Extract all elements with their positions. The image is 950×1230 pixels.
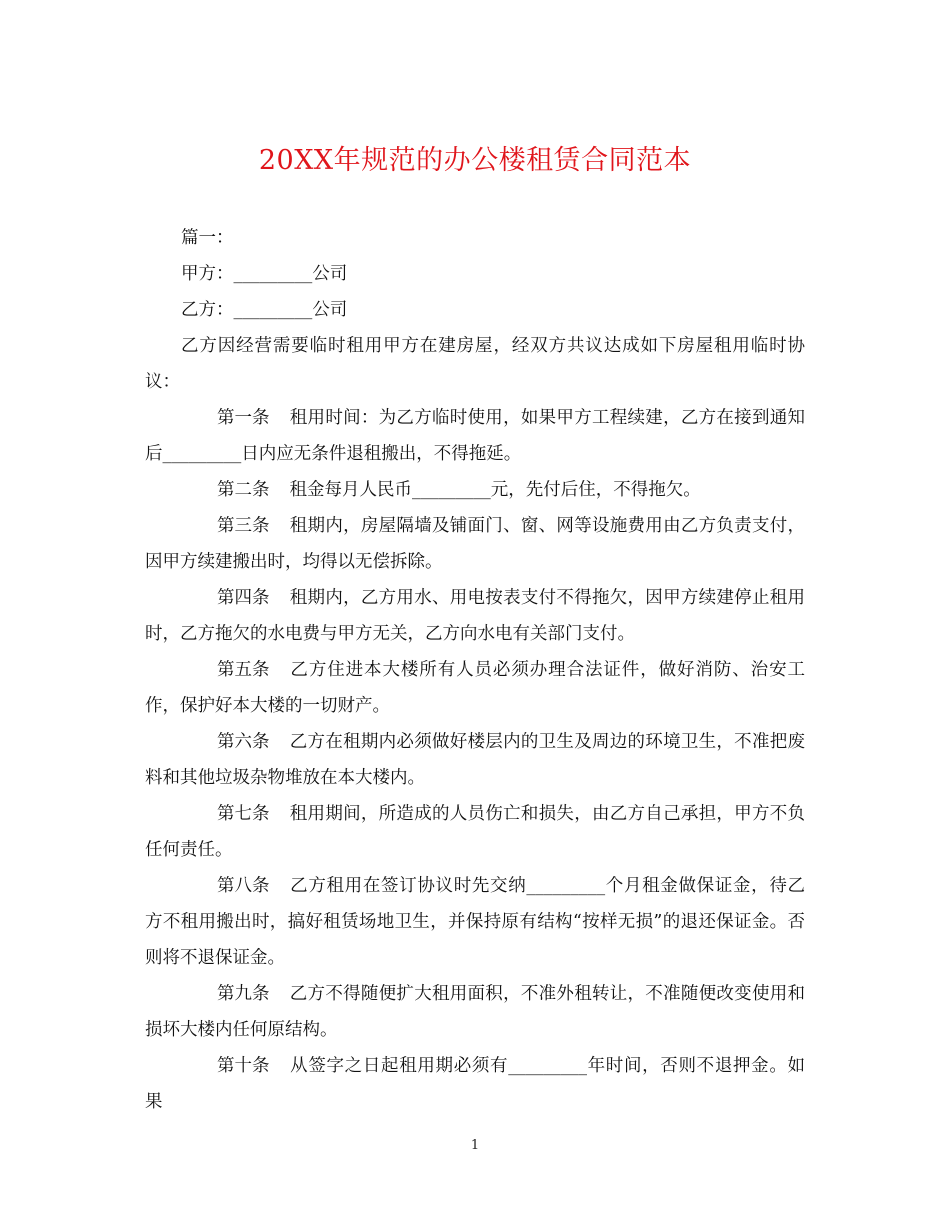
party-a-line: 甲方：_________公司 [181, 264, 348, 284]
article-label: 第二条 [217, 480, 270, 500]
article-label: 第一条 [217, 408, 270, 428]
article-text: 乙方不得随便扩大租用面积，不准外租转让，不准随便改变使用和损坏大楼内任何原结构。 [145, 984, 805, 1040]
document-body [145, 220, 805, 1120]
article-text: 租用时间：为乙方临时使用，如果甲方工程续建，乙方在接到通知后_________日内应无条件退租搬出，不得拖延。 [145, 408, 805, 464]
article-7 [145, 796, 805, 868]
article-1 [145, 400, 805, 472]
article-2 [145, 472, 805, 508]
article-text: 租期内，乙方用水、用电按表支付不得拖欠，因甲方续建停止租用时，乙方拖欠的水电费与甲方无关，乙方向水电有关部门支付。 [145, 588, 805, 644]
article-text: 从签字之日起租用期必须有_________年时间，否则不退押金。如果 [145, 1056, 805, 1112]
article-label: 第六条 [217, 732, 270, 752]
party-b-line: 乙方：_________公司 [181, 300, 348, 320]
article-8 [145, 868, 805, 976]
article-10 [145, 1048, 805, 1120]
article-label: 第四条 [217, 588, 270, 608]
article-label: 第九条 [217, 984, 270, 1004]
page-number: 1 [470, 1138, 480, 1153]
article-4 [145, 580, 805, 652]
article-text: 租金每月人民币_________元，先付后住，不得拖欠。 [289, 480, 701, 500]
article-label: 第八条 [217, 876, 270, 896]
article-text: 租期内，房屋隔墙及铺面门、窗、网等设施费用由乙方负责支付，因甲方续建搬出时，均得以无偿拆除。 [145, 516, 805, 572]
article-label: 第十条 [217, 1056, 270, 1076]
article-6 [145, 724, 805, 796]
article-text: 乙方在租期内必须做好楼层内的卫生及周边的环境卫生，不准把废料和其他垃圾杂物堆放在本大楼内。 [145, 732, 805, 788]
article-text: 乙方住进本大楼所有人员必须办理合法证件，做好消防、治安工作，保护好本大楼的一切财产。 [145, 660, 805, 716]
article-label: 第五条 [217, 660, 270, 680]
article-5 [145, 652, 805, 724]
intro-paragraph: 乙方因经营需要临时租用甲方在建房屋，经双方共议达成如下房屋租用临时协议： [145, 336, 805, 392]
section-heading: 篇一： [181, 228, 234, 248]
article-9 [145, 976, 805, 1048]
article-text: 乙方租用在签订协议时先交纳_________个月租金做保证金，待乙方不租用搬出时，搞好租赁场地卫生，并保持原有结构“按样无损”的退还保证金。否则将不退保证金。 [145, 876, 805, 968]
article-3 [145, 508, 805, 580]
document-title: 20XX年规范的办公楼租赁合同范本 [258, 145, 692, 176]
article-label: 第七条 [217, 804, 270, 824]
article-label: 第三条 [217, 516, 270, 536]
article-text: 租用期间，所造成的人员伤亡和损失，由乙方自己承担，甲方不负任何责任。 [145, 804, 805, 860]
